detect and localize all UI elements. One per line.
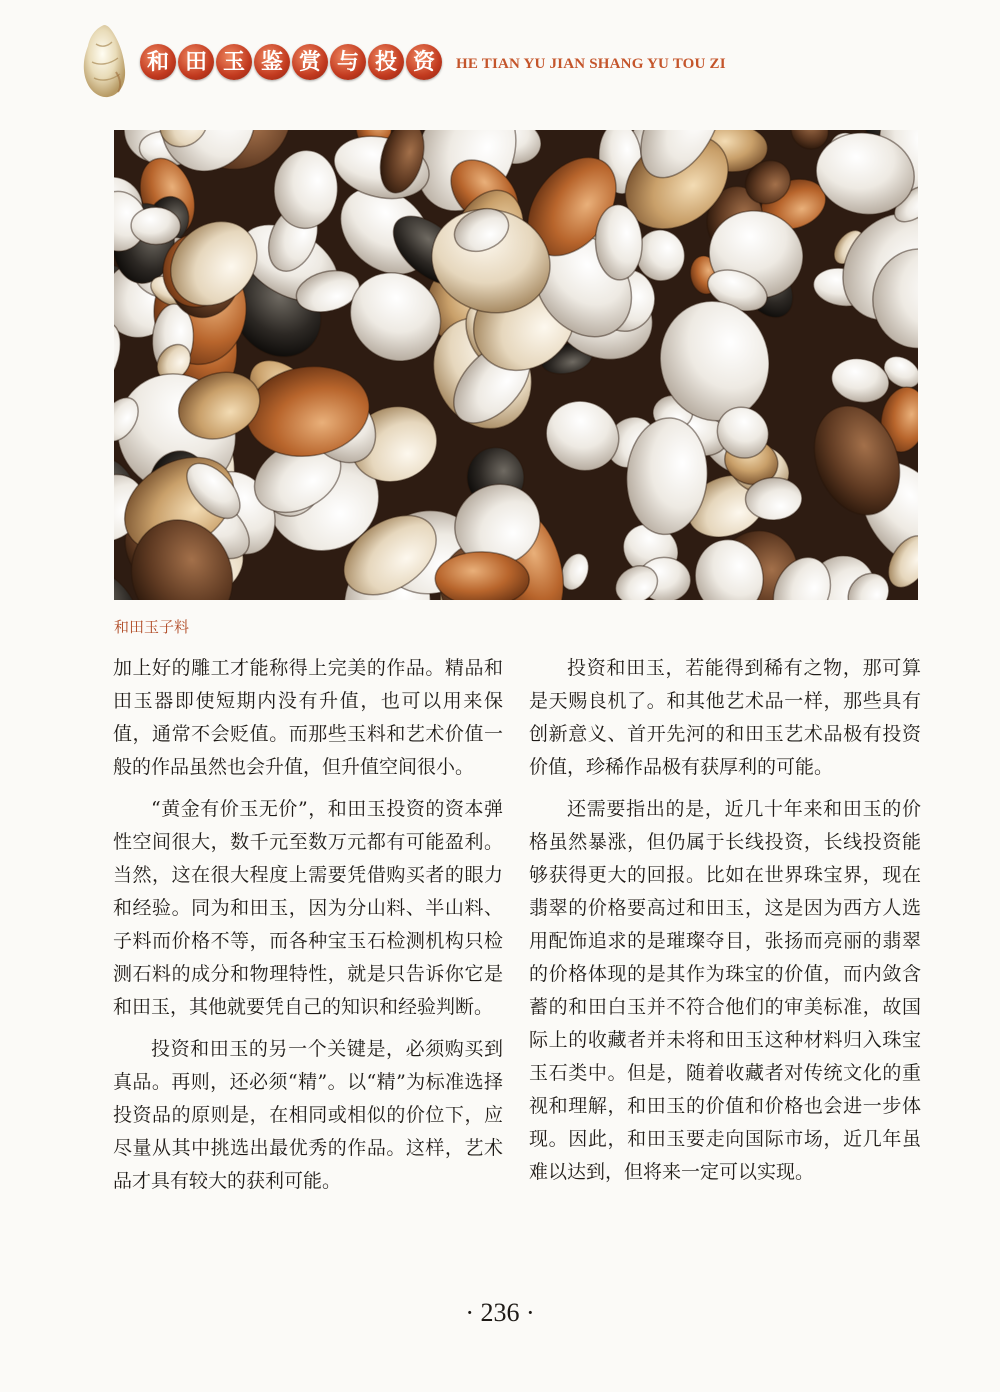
paragraph: 投资和田玉的另一个关键是，必须购买到真品。再则，还必须“精”。以“精”为标准选择投资品的原则是，在相同或相似的价位下，应尽量从其中挑选出最优秀的作品。这样，艺术品才具有较大的获利可能。 — [113, 1038, 503, 1192]
jade-carving-icon — [78, 22, 130, 100]
title-char: 与 — [330, 44, 366, 80]
right-text-column — [529, 652, 921, 1198]
page-number: · 236 · — [465, 1298, 535, 1327]
jade-pebble — [130, 206, 181, 245]
photo-caption: 和田玉子料 — [114, 618, 190, 636]
paragraph: “黄金有价玉无价”，和田玉投资的资本弹性空间很大，数千元至数万元都有可能盈利。当然，这在很大程度上需要凭借购买者的眼力和经验。同为和田玉，因为分山料、半山料、子料而价格不等，而各种宝玉石检测机构只检测石料的成分和物理特性，就是只告诉你它是和田玉，其他就要凭自己的知识和经验判断。 — [113, 798, 503, 1018]
title-char: 投 — [368, 44, 404, 80]
jade-pebbles-photo — [114, 130, 918, 600]
book-title-pinyin: HE TIAN YU JIAN SHANG YU TOU ZI — [456, 56, 726, 72]
paragraph: 投资和田玉，若能得到稀有之物，那可算是天赐良机了。和其他艺术品一样，那些具有创新意义、首开先河的和田玉艺术品极有投资价值，珍稀作品极有获厚利的可能。 — [529, 657, 921, 778]
page-header — [78, 18, 938, 104]
paragraph: 加上好的雕工才能称得上完美的作品。精品和田玉器即使短期内没有升值，也可以用来保值，通常不会贬值。而那些玉料和艺术价值一般的作品虽然也会升值，但升值空间很小。 — [113, 657, 503, 778]
title-char: 资 — [406, 44, 442, 80]
left-text-column — [113, 652, 503, 1207]
title-char: 玉 — [216, 44, 252, 80]
title-char: 和 — [140, 44, 176, 80]
book-title — [140, 44, 442, 80]
paragraph: 还需要指出的是，近几十年来和田玉的价格虽然暴涨，但仍属于长线投资，长线投资能够获得更大的回报。比如在世界珠宝界，现在翡翠的价格要高过和田玉，这是因为西方人选用配饰追求的是璀璨夺目，张扬而亮丽的翡翠的价格体现的是其作为珠宝的价值，而内敛含蓄的和田白玉并不符合他们的审美标准，故国际上的收藏者并未将和田玉这种材料归入珠宝玉石类中。但是，随着收藏者对传统文化的重视和理解，和田玉的价值和价格也会进一步体现。因此，和田玉要走向国际市场，近几年虽难以达到，但将来一定可以实现。 — [529, 798, 921, 1183]
title-char: 田 — [178, 44, 214, 80]
title-char: 赏 — [292, 44, 328, 80]
title-char: 鉴 — [254, 44, 290, 80]
